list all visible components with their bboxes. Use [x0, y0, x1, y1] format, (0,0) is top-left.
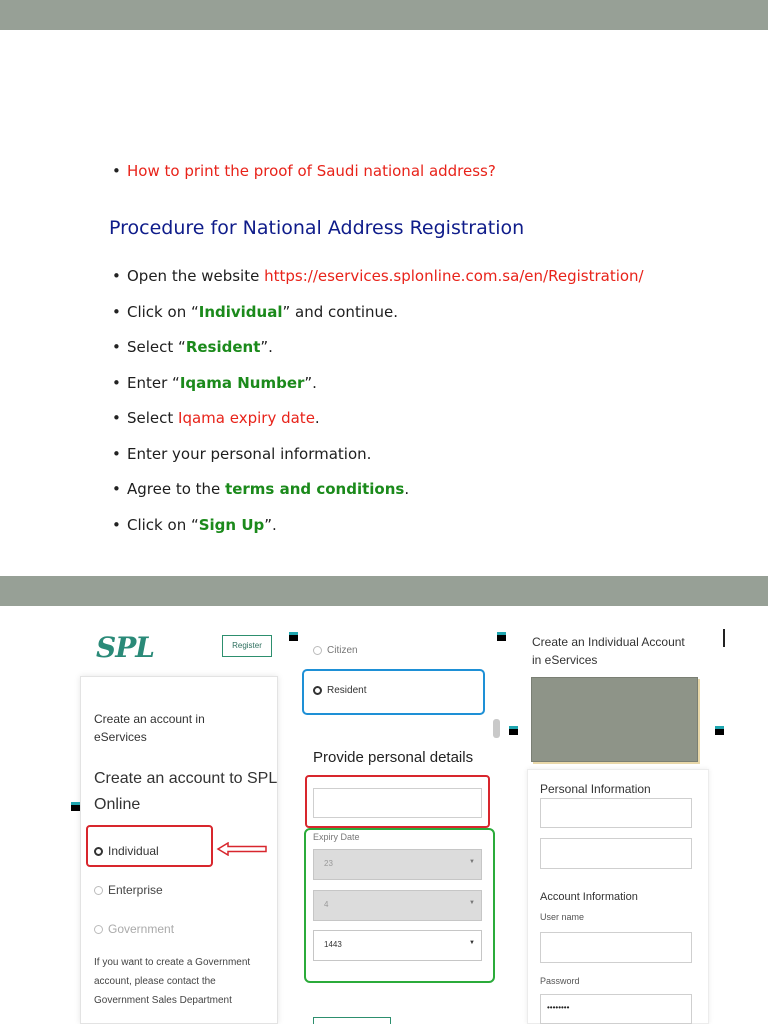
username-label: User name [540, 912, 585, 922]
account-info-label: Account Information [540, 891, 638, 903]
col3-title-line2: in eServices [532, 653, 598, 667]
individual-radio[interactable]: Individual [94, 844, 159, 858]
first-name-input[interactable] [540, 798, 692, 828]
chevron-down-icon: ▼ [469, 859, 475, 865]
gov-note-line3: Government Sales Department [94, 995, 232, 1006]
username-input[interactable] [540, 932, 692, 963]
slide-marker [509, 726, 518, 735]
government-radio[interactable]: Government [94, 922, 174, 936]
radio-empty-icon [313, 646, 322, 655]
expiry-day-select[interactable]: 23 ▼ [313, 849, 482, 880]
enterprise-radio[interactable]: Enterprise [94, 883, 163, 897]
list-item: • Click on “Sign Up”. [112, 515, 277, 534]
last-name-input[interactable] [540, 838, 692, 869]
card-title-line2: Online [94, 796, 141, 813]
slide-content [0, 30, 768, 576]
list-item: • Select “Resident”. [112, 338, 273, 356]
question-link[interactable]: How to print the proof of Saudi national address? [127, 162, 496, 180]
steps-list [112, 266, 644, 550]
scrollbar-thumb[interactable] [493, 719, 500, 738]
question-bullet [112, 162, 496, 180]
gov-note-line1: If you want to create a Government [94, 957, 251, 968]
card-heading-line1: Create an account in [94, 712, 205, 726]
redacted-panel [531, 677, 698, 762]
radio-selected-icon [313, 686, 322, 695]
register-button[interactable]: Register [222, 635, 272, 657]
chevron-down-icon: ▼ [469, 900, 475, 906]
list-item: • Open the website https://eservices.splonline.com.sa/en/Registration/ [112, 267, 644, 285]
expiry-month-select[interactable]: 4 ▼ [313, 890, 482, 921]
screenshot-panels [0, 606, 768, 1024]
pointer-arrow-icon [216, 842, 268, 856]
spl-logo: SPL [96, 631, 154, 664]
slide-marker [497, 632, 506, 641]
password-input[interactable]: •••••••• [540, 994, 692, 1024]
password-label: Password [540, 976, 580, 986]
radio-empty-icon [94, 925, 103, 934]
page-title: Procedure for National Address Registration [109, 217, 525, 239]
list-item: • Click on “Individual” and continue. [112, 302, 399, 321]
gov-note-line2: account, please contact the [94, 976, 216, 987]
expiry-date-label: Expiry Date [313, 832, 360, 842]
resident-radio[interactable]: Resident [313, 685, 366, 696]
top-band [0, 0, 768, 30]
list-item: • Enter your personal information. [112, 444, 372, 463]
list-item: • Enter “Iqama Number”. [112, 373, 317, 392]
chevron-down-icon: ▼ [469, 940, 475, 946]
iqama-number-input[interactable] [313, 788, 482, 818]
section-title: Provide personal details [313, 749, 474, 766]
divider [723, 629, 725, 647]
list-item: • Select Iqama expiry date. [112, 409, 320, 427]
expiry-year-select[interactable]: 1443 ▼ [313, 930, 482, 961]
radio-empty-icon [94, 886, 103, 895]
radio-selected-icon [94, 847, 103, 856]
slide-marker [71, 802, 80, 811]
slide-marker [289, 632, 298, 641]
bullet-dot: • [112, 162, 121, 180]
citizen-radio[interactable]: Citizen [313, 645, 358, 656]
col3-title-line1: Create an Individual Account [532, 635, 685, 649]
personal-info-label: Personal Information [540, 782, 651, 796]
card-heading-line2: eServices [94, 730, 147, 744]
registration-url-link[interactable]: https://eservices.splonline.com.sa/en/Registration/ [264, 267, 644, 285]
middle-band [0, 576, 768, 606]
list-item: • Agree to the terms and conditions. [112, 480, 410, 498]
card-title-line1: Create an account to SPL [94, 770, 278, 787]
slide-marker [715, 726, 724, 735]
next-button[interactable] [313, 1017, 391, 1024]
